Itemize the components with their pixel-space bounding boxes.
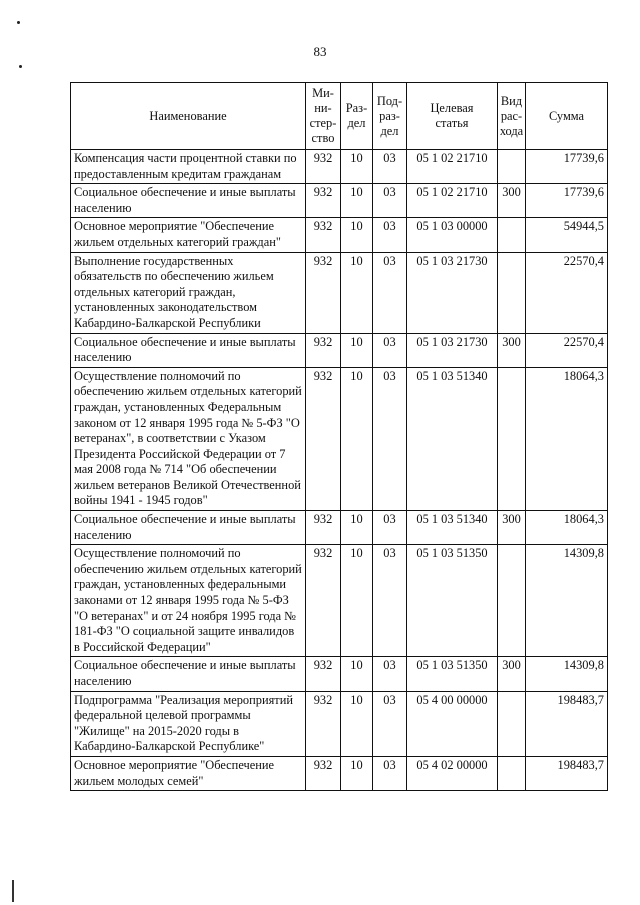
row-target-item: 05 1 03 51340: [407, 367, 498, 510]
row-subsection: 03: [373, 367, 407, 510]
row-subsection: 03: [373, 184, 407, 218]
table-header-row: [71, 83, 608, 150]
scan-speck: [19, 65, 22, 68]
row-subsection: 03: [373, 756, 407, 790]
row-section: 10: [341, 756, 373, 790]
row-expense-type: [498, 756, 526, 790]
row-section: 10: [341, 150, 373, 184]
row-section: 10: [341, 511, 373, 545]
row-subsection: 03: [373, 333, 407, 367]
header-expense-type: Вид рас- хода: [498, 83, 526, 150]
row-name: Социальное обеспечение и иные выплаты населению: [71, 184, 306, 218]
table-row: [71, 657, 608, 691]
row-expense-type: [498, 252, 526, 333]
row-expense-type: [498, 218, 526, 252]
table-row: [71, 333, 608, 367]
row-section: 10: [341, 657, 373, 691]
row-amount: 198483,7: [526, 691, 608, 756]
row-target-item: 05 1 03 51350: [407, 545, 498, 657]
row-ministry: 932: [306, 218, 341, 252]
row-name: Основное мероприятие "Обеспечение жильем отдельных категорий граждан": [71, 218, 306, 252]
row-name: Подпрограмма "Реализация мероприятий федеральной целевой программы "Жилище" на 2015-2020 годы в Кабардино-Балкарской Республике": [71, 691, 306, 756]
header-ministry: Ми- ни- стер- ство: [306, 83, 341, 150]
row-amount: 17739,6: [526, 150, 608, 184]
table-row: [71, 150, 608, 184]
row-expense-type: [498, 691, 526, 756]
row-target-item: 05 4 00 00000: [407, 691, 498, 756]
table-row: [71, 367, 608, 510]
row-section: 10: [341, 545, 373, 657]
row-ministry: 932: [306, 511, 341, 545]
row-ministry: 932: [306, 691, 341, 756]
row-amount: 17739,6: [526, 184, 608, 218]
table-row: [71, 756, 608, 790]
row-expense-type: [498, 367, 526, 510]
row-ministry: 932: [306, 367, 341, 510]
row-name: Социальное обеспечение и иные выплаты населению: [71, 511, 306, 545]
row-subsection: 03: [373, 150, 407, 184]
row-target-item: 05 4 02 00000: [407, 756, 498, 790]
row-expense-type: 300: [498, 511, 526, 545]
header-amount: Сумма: [526, 83, 608, 150]
row-amount: 198483,7: [526, 756, 608, 790]
table-row: [71, 691, 608, 756]
row-section: 10: [341, 184, 373, 218]
row-section: 10: [341, 691, 373, 756]
row-ministry: 932: [306, 333, 341, 367]
row-ministry: 932: [306, 252, 341, 333]
row-target-item: 05 1 03 51350: [407, 657, 498, 691]
row-ministry: 932: [306, 657, 341, 691]
row-expense-type: 300: [498, 657, 526, 691]
row-section: 10: [341, 252, 373, 333]
row-subsection: 03: [373, 252, 407, 333]
row-section: 10: [341, 218, 373, 252]
row-ministry: 932: [306, 545, 341, 657]
table-row: [71, 252, 608, 333]
row-subsection: 03: [373, 545, 407, 657]
row-expense-type: [498, 545, 526, 657]
header-name: Наименование: [71, 83, 306, 150]
row-name: Осуществление полномочий по обеспечению жильем отдельных категорий граждан, установленных Федеральным законом от 12 января 1995 года № 5-ФЗ "О ветеранах", в соответствии с Указом Президента Российской Федерации от 7 мая 2008 года № 714 "Об обеспечении жильем ветеранов Великой Отечественной войны 1941 - 1945 годов": [71, 367, 306, 510]
row-amount: 54944,5: [526, 218, 608, 252]
row-name: Осуществление полномочий по обеспечению жильем отдельных категорий граждан, установленных федеральными законами от 12 января 1995 года № 5-ФЗ "О ветеранах" и от 24 ноября 1995 года № 181-ФЗ "О социальной защите инвалидов в Российской Федерации": [71, 545, 306, 657]
row-amount: 22570,4: [526, 333, 608, 367]
table-row: [71, 511, 608, 545]
row-ministry: 932: [306, 756, 341, 790]
row-name: Основное мероприятие "Обеспечение жильем молодых семей": [71, 756, 306, 790]
row-amount: 14309,8: [526, 545, 608, 657]
row-expense-type: 300: [498, 184, 526, 218]
row-ministry: 932: [306, 150, 341, 184]
row-amount: 18064,3: [526, 367, 608, 510]
scan-speck: [17, 21, 20, 24]
row-expense-type: [498, 150, 526, 184]
budget-table: [70, 82, 608, 791]
row-target-item: 05 1 02 21710: [407, 184, 498, 218]
row-name: Выполнение государственных обязательств по обеспечению жильем отдельных категорий граждан, установленных законодательством Кабардино-Балкарской Республики: [71, 252, 306, 333]
table-row: [71, 184, 608, 218]
scan-edge-mark: [12, 880, 14, 902]
header-section: Раз- дел: [341, 83, 373, 150]
row-subsection: 03: [373, 691, 407, 756]
row-amount: 18064,3: [526, 511, 608, 545]
row-ministry: 932: [306, 184, 341, 218]
row-subsection: 03: [373, 511, 407, 545]
row-amount: 14309,8: [526, 657, 608, 691]
row-target-item: 05 1 03 21730: [407, 252, 498, 333]
table-row: [71, 545, 608, 657]
row-name: Социальное обеспечение и иные выплаты населению: [71, 333, 306, 367]
row-target-item: 05 1 02 21710: [407, 150, 498, 184]
row-subsection: 03: [373, 657, 407, 691]
row-amount: 22570,4: [526, 252, 608, 333]
row-target-item: 05 1 03 00000: [407, 218, 498, 252]
row-section: 10: [341, 333, 373, 367]
row-target-item: 05 1 03 21730: [407, 333, 498, 367]
page-number: 83: [313, 44, 327, 59]
row-name: Социальное обеспечение и иные выплаты населению: [71, 657, 306, 691]
row-subsection: 03: [373, 218, 407, 252]
header-target-item: Целевая статья: [407, 83, 498, 150]
header-subsection: Под- раз- дел: [373, 83, 407, 150]
row-expense-type: 300: [498, 333, 526, 367]
row-name: Компенсация части процентной ставки по предоставленным кредитам гражданам: [71, 150, 306, 184]
row-section: 10: [341, 367, 373, 510]
table-row: [71, 218, 608, 252]
row-target-item: 05 1 03 51340: [407, 511, 498, 545]
